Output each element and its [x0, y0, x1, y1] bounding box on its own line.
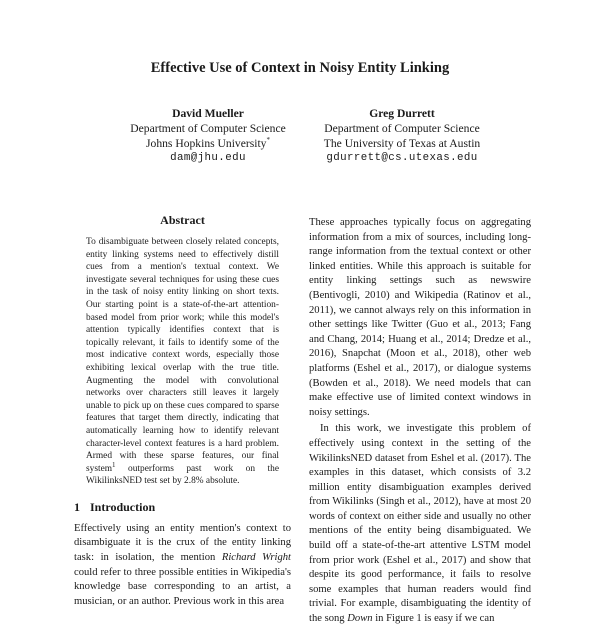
author-name: David Mueller: [172, 107, 244, 120]
right-p2-text-start: In this work, we investigate this problem of effectively using context in the setting of the WikilinksNED dataset from Eshel et al. (2017). The examples in this dataset, which consists of 3.2 million entity disambiguation examples derived from Wikilinks (Singh et al., 2012), have at most 20 words of context on either side and usually no other mentions of the entity being disambiguated. We build off a state-of-the-art attentive LSTM model from prior work (Eshel et al., 2017) and show that despite its good performance, it fails to resolve some examples that human readers would find trivial. For example, disambiguating the identity of the song: [309, 423, 531, 625]
abstract-heading: Abstract: [160, 213, 205, 227]
author-affiliation-department: Department of Computer Science: [324, 122, 480, 135]
abstract-text: [86, 236, 279, 488]
intro-mention-example: Richard Wright: [221, 552, 291, 564]
abstract-text-end: outperforms past work on the WikilinksNED test set by 2.8% absolute.: [86, 463, 279, 487]
author-email: dam@jhu.edu: [170, 152, 246, 164]
author-affiliation-department: Department of Computer Science: [130, 122, 286, 135]
section-heading-introduction: [74, 500, 291, 515]
author-name: Greg Durrett: [369, 107, 435, 120]
intro-text-end: could refer to three possible entities in Wikipedia's knowledge base corresponding to an artist, a musician, or an author. Previous work in this area: [74, 566, 291, 607]
author-affiliation-university-text: Johns Hopkins University: [146, 137, 267, 150]
footnote-mark: 1: [112, 460, 116, 469]
author-email: gdurrett@cs.utexas.edu: [326, 152, 478, 164]
author-block-2: [287, 106, 517, 166]
intro-text-start: Effectively using an entity mention's context to disambiguate it is the crux of the entity linking task: in isolation, the mention: [74, 522, 291, 564]
section-title: Introduction: [90, 499, 156, 514]
left-column: [74, 213, 291, 609]
section-number: 1: [74, 499, 80, 514]
author-affiliation-university: The University of Texas at Austin: [323, 137, 481, 150]
introduction-paragraph: [74, 522, 291, 610]
right-paragraph-2: [309, 422, 531, 626]
right-column: [309, 216, 531, 627]
abstract-text-main: To disambiguate between closely related concepts, entity linking systems need to effectively distill cues from a mention's textual context. We investigate several techniques for using these cues in the task of noisy entity linking on short texts. Our starting point is a state-of-the-art attention-based model from prior work; while this model's attention typically identifies context that is topically relevant, it fails to identify some of the most indicative context words, especially those exhibiting lexical overlap with the true title. Augmenting the model with convolutional networks over characters still leaves it largely unable to pick up on these cues compared to sparse features that target them directly, indicating that automatically learning how to identify relevant character-level context features is a hard problem. Armed with these sparse features, our final system: [86, 237, 279, 474]
affiliation-note-mark: *: [266, 136, 270, 145]
right-paragraph-1: These approaches typically focus on aggregating information from a mix of sources, including long-range information from the textual context or other linked entities. While this approach is suitable for entity linking settings such as newswire (Bentivogli, 2010) and Wikipedia (Ratinov et al., 2011), we cannot always rely on this information in other settings like Twitter (Guo et al., 2013; Fang and Chang, 2014; Huang et al., 2014; Dredze et al., 2016), Snapchat (Moon et al., 2018), other web platforms (Eshel et al., 2017), or dialogue systems (Bowden et al., 2018). We need models that can make effective use of limited context windows in noisy settings.: [309, 217, 531, 418]
paper-title: Effective Use of Context in Noisy Entity Linking: [150, 60, 450, 76]
right-p2-text-end: in Figure 1 is easy if we can: [372, 613, 495, 625]
song-title-example: Down: [347, 613, 373, 625]
